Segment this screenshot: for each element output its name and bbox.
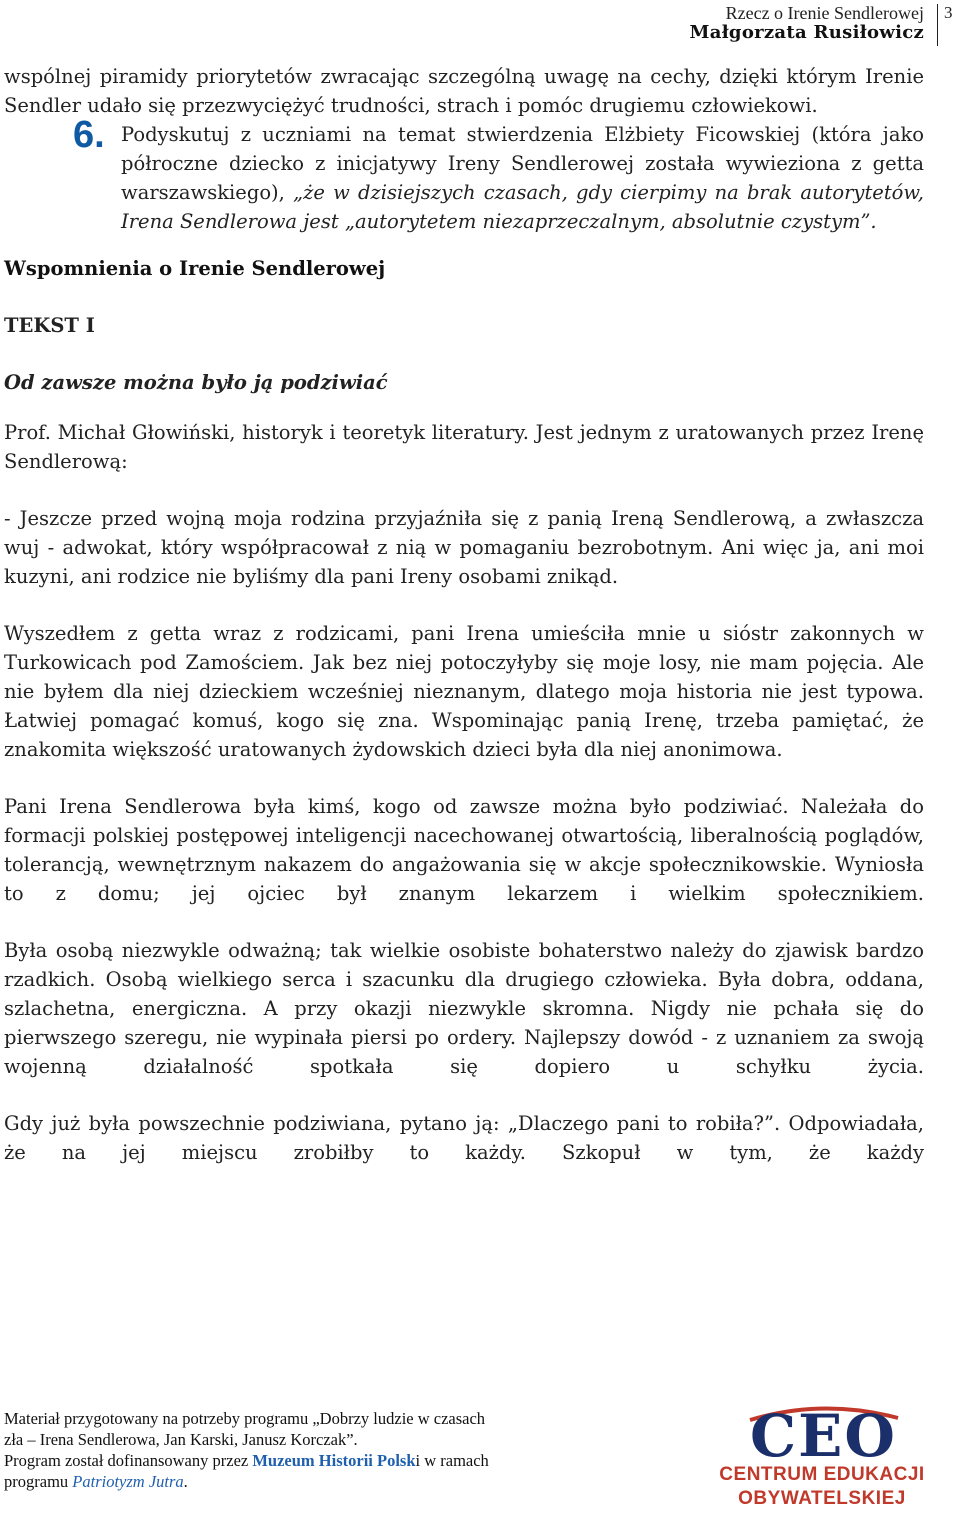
museum-name: Muzeum Historii Polsk <box>252 1451 416 1470</box>
item-text-normal: Podyskutuj z uczniami na temat stwierdzenia Elżbiety Ficowskiej (która jako półroczne dziecko z inicjatywy Ireny Sendlerowej została wywieziona z getta warszawskiego), <box>121 123 924 204</box>
footer-line: Materiał przygotowany na potrzeby programu „Dobrzy ludzie w czasach <box>4 1409 486 1428</box>
list-number: 6. <box>73 114 105 156</box>
paragraph-intro: Prof. Michał Głowiński, historyk i teoretyk literatury. Jest jednym z uratowanych przez Irenę Sendlerową: <box>4 421 924 473</box>
list-item-continuation: wspólnej piramidy priorytetów zwracając szczególną uwagę na cechy, dzięki którym Irenie Sendler udało się przezwyciężyć trudności, strach i pomóc drugiemu człowiekowi. <box>4 65 924 117</box>
paragraph: - Jeszcze przed wojną moja rodzina przyjaźniła się z panią Ireną Sendlerową, a zwłaszcza wuj - adwokat, który współpracował z nią w pomaganiu bezrobotnym. Ani więc ja, ani moi kuzyni, ani rodzice nie byliśmy dla pani Ireny osobami znikąd. <box>4 507 924 588</box>
item-text-quote: „że w dzisiejszych czasach, gdy cierpimy na brak autorytetów, Irena Sendlerowa jest „autorytetem niezaprzeczalnym, absolutnie czystym”. <box>121 181 924 233</box>
logo-text-line1: CENTRUM EDUKACJI <box>719 1464 925 1485</box>
paragraph: Gdy już była powszechnie podziwiana, pytano ją: „Dlaczego pani to robiła?”. Odpowiadała, że na jej miejscu zrobiłby to każdy. Szkopuł w tym, że każdy <box>4 1112 924 1164</box>
paragraph: Była osobą niezwykle odważną; tak wielkie osobiste bohaterstwo należy do zjawisk bardzo rzadkich. Osobą wielkiego serca i szacunku dla drugiego człowieka. Była dobra, oddana, szlachetna, energiczna. A przy okazji niezwykle skromna. Nigdy nie pchała się do pierwszego szeregu, nie wypinała piersi po ordery. Najlepszy dowód - z uznaniem za swoją wojenną działalność spotkała się dopiero u schyłku życia. <box>4 939 924 1078</box>
page-number: 3 <box>944 3 953 22</box>
text-subtitle: Od zawsze można było ją podziwiać <box>4 371 388 394</box>
logo-text-line2: OBYWATELSKIEJ <box>738 1488 906 1509</box>
text-label: TEKST I <box>4 314 95 337</box>
header-document-title: Rzecz o Irenie Sendlerowej <box>725 3 924 23</box>
list-item-6 <box>73 114 924 236</box>
list-item-text <box>121 120 924 236</box>
header-divider <box>937 4 938 46</box>
page-footer <box>4 1408 564 1492</box>
document-body <box>4 62 924 1167</box>
footer-line: zła – Irena Sendlerowa, Jan Karski, Janusz Korczak”. <box>4 1430 358 1449</box>
footer-line: programu Patriotyzm Jutra. <box>4 1472 188 1491</box>
header-author: Małgorzata Rusiłowicz <box>689 22 924 43</box>
section-title: Wspomnienia o Irenie Sendlerowej <box>4 257 386 280</box>
paragraph: Pani Irena Sendlerowa była kimś, kogo od zawsze można było podziwiać. Należała do formacji polskiej postępowej inteligencji nacechowanej otwartością, liberalnością poglądów, tolerancją, wewnętrznym nakazem do angażowania się w akcje społecznikowskie. Wyniosła to z domu; jej ojciec był znanym lekarzem i wielkim społecznikiem. <box>4 795 924 905</box>
paragraph: Wyszedłem z getta wraz z rodzicami, pani Irena umieściła mnie u sióstr zakonnych w Turkowicach pod Zamościem. Jak bez niej potoczyłyby się moje losy, nie mam pojęcia. Ale nie byłem dla niej dzieckiem wcześniej nieznanym, dlatego moja historia nie jest typowa. Łatwiej pomagać komuś, kogo się zna. Wspominając panią Irenę, trzeba pamiętać, że znakomita większość uratowanych żydowskich dzieci była dla niej anonimowa. <box>4 622 924 761</box>
logo-mark: CEO <box>750 1402 897 1470</box>
ceo-logo <box>716 1402 928 1512</box>
program-name: Patriotyzm Jutra <box>72 1472 184 1491</box>
page-header <box>0 0 960 52</box>
footer-line: Program został dofinansowany przez Muzeum Historii Polski w ramach <box>4 1451 489 1470</box>
